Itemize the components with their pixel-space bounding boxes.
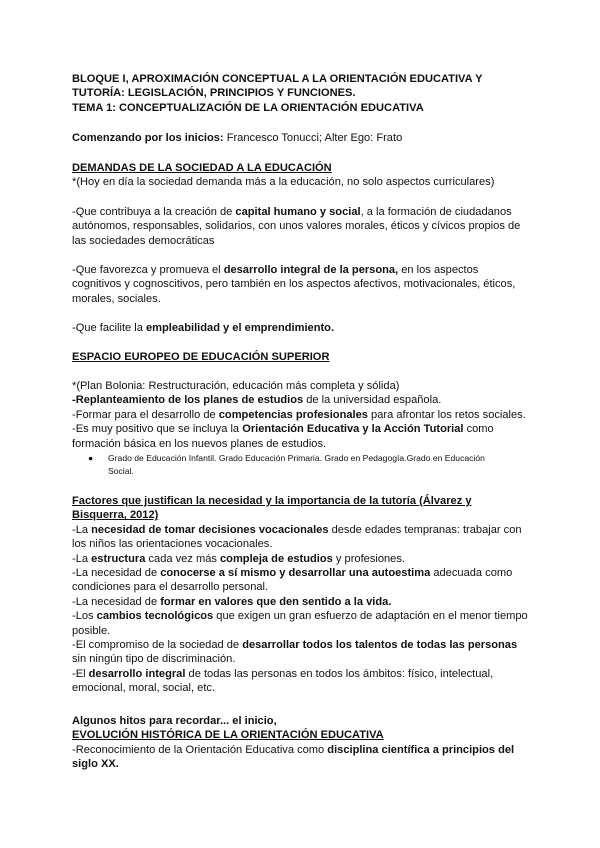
text-run-bold: competencias profesionales — [218, 408, 368, 421]
text-run: -Que facilite la — [72, 322, 146, 334]
bullet-icon: ● — [88, 453, 94, 463]
text-run: -Que favorezca y promueva el — [72, 264, 224, 276]
factor-7 — [72, 667, 528, 696]
hitos-heading: EVOLUCIÓN HISTÓRICA DE LA ORIENTACIÓN EDUCATIVA — [72, 729, 384, 742]
section-eees — [72, 379, 528, 451]
factor-5 — [72, 609, 528, 638]
factor-1 — [72, 523, 528, 552]
text-run: de todas las personas en todos los ámbitos: físico, intelectual, emocional, moral, social, etc. — [72, 667, 494, 695]
text-run: -La — [72, 523, 92, 536]
factor-2 — [72, 552, 528, 566]
text-run: que exigen un gran esfuerzo de adaptación en el menor tiempo posible. — [72, 610, 528, 637]
intro-label: Comenzando por los inicios: — [72, 132, 224, 144]
text-run-bold: empleabilidad y el emprendimiento. — [146, 322, 335, 334]
text-run-bold: desarrollo integral de la persona, — [223, 264, 399, 276]
text-run: adecuada como condiciones para el desarrollo personal. — [72, 567, 513, 594]
text-run: como formación básica en los nuevos planes de estudios. — [72, 423, 494, 450]
factor-4 — [72, 595, 528, 609]
text-run-bold: desarrollo integral — [88, 667, 186, 680]
text-run-bold: cambios tecnológicos — [96, 610, 214, 623]
demandas-note: *(Hoy en día la sociedad demanda más a la educación, no solo aspectos curriculares) — [72, 176, 495, 189]
section-demandas — [72, 161, 528, 190]
eees-heading: ESPACIO EUROPEO DE EDUCACIÓN SUPERIOR — [72, 351, 330, 363]
text-run-bold: -Replanteamiento de los planes de estudios — [72, 394, 304, 407]
intro-line — [72, 131, 528, 145]
text-run: para afrontar los retos sociales. — [367, 408, 526, 421]
text-run: y profesiones. — [332, 552, 405, 565]
text-run-bold: desarrollar todos los talentos de todas las personas — [242, 639, 518, 652]
text-run: , a la formación de ciudadanos autónomos, responsables, solidarios, con unos valores morales, éticos y cívicos propios de las sociedades democráticas — [72, 206, 521, 247]
text-run: -La — [72, 552, 92, 565]
text-run-bold: formar en valores que den sentido a la vida. — [160, 595, 392, 608]
text-run: -El compromiso de la sociedad de — [72, 639, 243, 652]
text-run: sin ningún tipo de discriminación. — [72, 653, 236, 666]
factor-6 — [72, 638, 528, 667]
text-run: de la universidad española. — [303, 394, 442, 407]
hitos-intro: Algunos hitos para recordar... el inicio, — [72, 715, 277, 727]
header-line-1: BLOQUE I, APROXIMACIÓN CONCEPTUAL A LA ORIENTACIÓN EDUCATIVA Y — [72, 73, 483, 85]
text-run-bold: disciplina científica a principios del siglo XX. — [72, 743, 515, 771]
section-factores — [72, 494, 528, 696]
text-run-bold: Orientación Educativa y la Acción Tutorial — [242, 423, 464, 436]
text-run: -Reconocimiento de la Orientación Educativa como — [72, 743, 328, 756]
bullet-text: Grado de Educación Infantil. Grado Educación Primaria. Grado en Pedagogía.Grado en Educación Social. — [108, 453, 485, 476]
text-run-bold: compleja de estudios — [220, 552, 333, 565]
demandas-heading: DEMANDAS DE LA SOCIEDAD A LA EDUCACIÓN — [72, 162, 332, 174]
text-run-bold: capital humano y social — [235, 206, 361, 218]
text-run: desde edades tempranas: trabajar con los niños las orientaciones vocacionales. — [72, 523, 522, 551]
text-run: -Es muy positivo que se incluya la — [72, 423, 243, 436]
eees-note: *(Plan Bolonia: Restructuración, educación más completa y sólida) — [72, 380, 400, 392]
eees-line-1 — [72, 393, 528, 407]
intro-rest: Francesco Tonucci; Alter Ego: Frato — [223, 132, 403, 144]
section-hitos — [72, 714, 528, 772]
text-run: -Los — [72, 610, 97, 623]
text-run: -El — [72, 667, 89, 680]
list-item — [88, 452, 508, 477]
eees-bullet-list — [88, 452, 508, 477]
text-run-bold: conocerse a sí mismo y desarrollar una autoestima — [160, 567, 431, 580]
header-line-2: TUTORÍA: LEGISLACIÓN, PRINCIPIOS Y FUNCIONES. — [72, 87, 356, 100]
text-run-bold: necesidad de tomar decisiones vocacionales — [91, 523, 329, 536]
document-header — [72, 72, 528, 115]
demandas-paragraph-3 — [72, 321, 528, 335]
text-run-bold: estructura — [91, 552, 146, 565]
demandas-paragraph-2 — [72, 263, 528, 306]
text-run: en los aspectos cognitivos y cognoscitivos, pero también en los aspectos afectivos, motivacionales, éticos, morales, sociales. — [72, 264, 516, 305]
header-line-3: TEMA 1: CONCEPTUALIZACIÓN DE LA ORIENTACIÓN EDUCATIVA — [72, 101, 424, 114]
text-run: cada vez más — [145, 552, 220, 565]
demandas-paragraph-1 — [72, 205, 528, 248]
text-run: -Formar para el desarrollo de — [72, 408, 219, 421]
text-run: -La necesidad de — [72, 567, 161, 580]
text-run: -La necesidad de — [72, 595, 161, 608]
eees-line-3 — [72, 422, 528, 451]
text-run: -Que contribuya a la creación de — [72, 206, 236, 218]
eees-heading-block — [72, 350, 528, 364]
hitos-line-1 — [72, 743, 528, 772]
factores-heading: Factores que justifican la necesidad y la importancia de la tutoría (Álvarez y Bisquerra, 2012) — [72, 495, 472, 522]
eees-line-2 — [72, 408, 528, 422]
factor-3 — [72, 566, 528, 595]
